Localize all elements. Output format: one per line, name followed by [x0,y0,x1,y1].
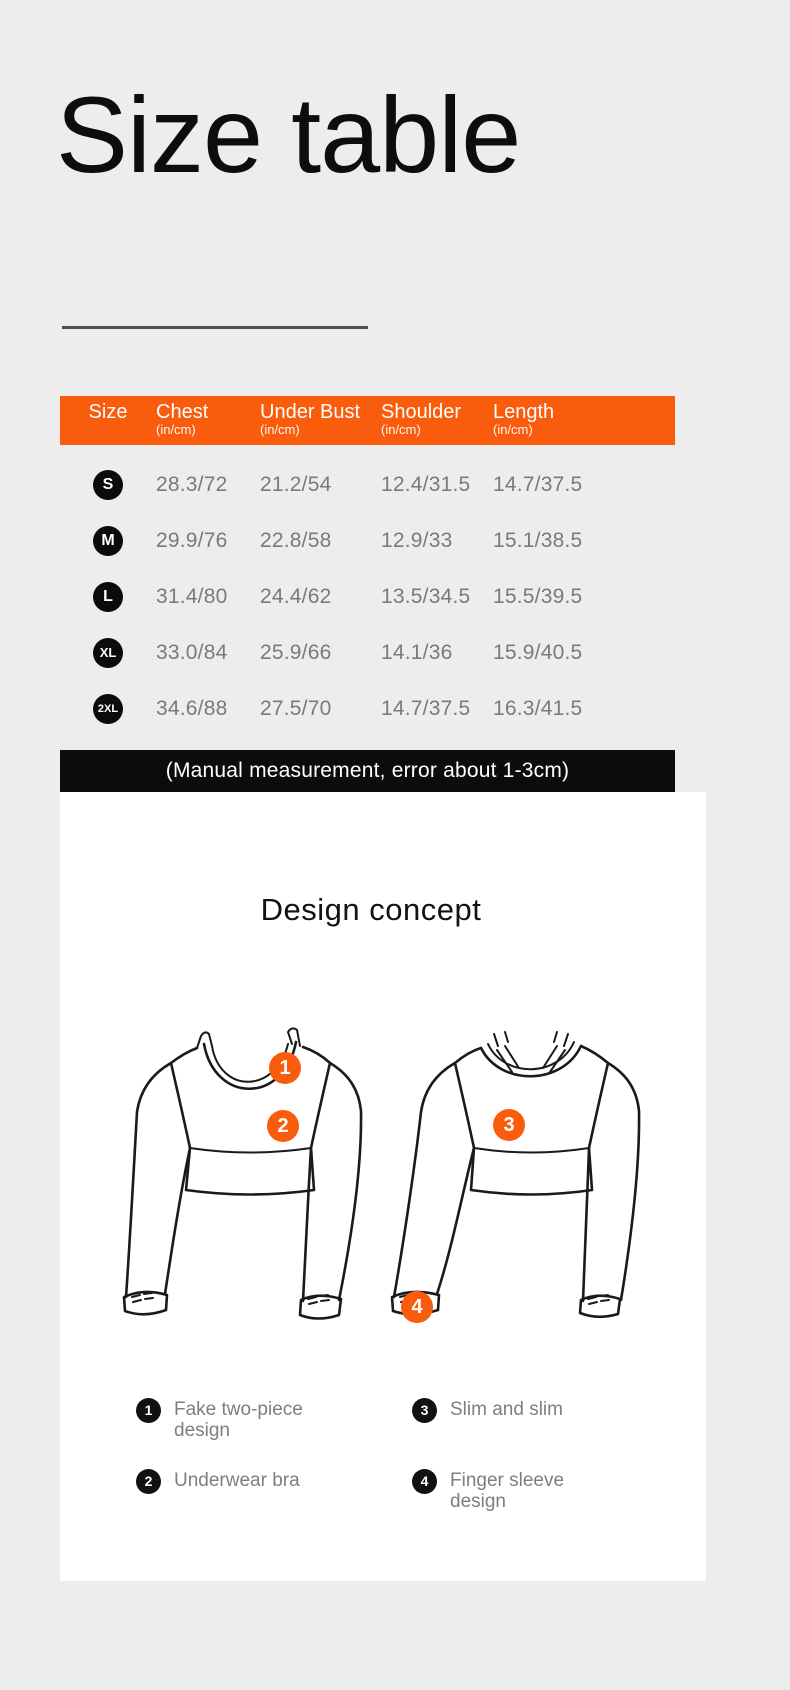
design-point-2-badge: 2 [267,1110,299,1142]
chest-value: 31.4/80 [156,585,228,608]
column-header-shoulder [381,401,493,445]
table-row-s [60,457,675,513]
legend-item-3 [412,1398,652,1441]
chest-value: 34.6/88 [156,697,228,720]
chest-value: 33.0/84 [156,641,228,664]
table-row-m [60,513,675,569]
length-value: 15.5/39.5 [493,585,583,608]
legend-item-4 [412,1469,652,1512]
measurement-note: (Manual measurement, error about 1-3cm) [165,759,570,782]
legend-number-1: 1 [136,1398,161,1423]
size-table-header [60,396,675,445]
table-row-2xl [60,681,675,737]
legend-number-2: 2 [136,1469,161,1494]
column-label: Length [493,401,555,423]
table-row-l [60,569,675,625]
under-bust-value: 25.9/66 [260,641,332,664]
design-concept-title: Design concept [260,892,482,927]
column-label: Shoulder [381,401,462,423]
column-label: Chest [156,401,209,423]
size-badge-xl: XL [93,638,123,668]
measurement-note-bar [60,750,675,792]
design-point-3-badge: 3 [493,1109,525,1141]
title-underline [62,326,368,329]
chest-value: 28.3/72 [156,473,228,496]
garment-front-illustration [124,1028,361,1318]
column-unit: (in/cm) [156,422,196,437]
under-bust-value: 21.2/54 [260,473,332,496]
under-bust-value: 27.5/70 [260,697,332,720]
size-badge-m: M [93,526,123,556]
column-unit: (in/cm) [493,422,533,437]
size-badge-l: L [93,582,123,612]
column-header-size [60,401,156,445]
legend-number-3: 3 [412,1398,437,1423]
shoulder-value: 12.9/33 [381,529,453,552]
legend-label-2: Underwear bra [174,1470,300,1491]
column-label: Under Bust [260,401,361,423]
column-label: Size [88,401,128,423]
legend-label-3: Slim and slim [450,1399,563,1420]
column-header-under-bust [260,401,381,445]
design-point-4-badge: 4 [401,1291,433,1323]
column-unit: (in/cm) [260,422,300,437]
legend-label-1: Fake two-piece design [174,1399,303,1441]
shoulder-value: 14.7/37.5 [381,697,471,720]
legend-number-4: 4 [412,1469,437,1494]
size-table [60,396,675,737]
legend-label-4: Finger sleeve design [450,1470,565,1512]
legend-item-1 [136,1398,412,1441]
column-unit: (in/cm) [381,422,421,437]
table-row-xl [60,625,675,681]
design-legend [136,1398,652,1512]
size-badge-s: S [93,470,123,500]
length-value: 15.9/40.5 [493,641,583,664]
size-badge-2xl: 2XL [93,694,123,724]
shoulder-value: 14.1/36 [381,641,453,664]
size-table-body [60,445,675,737]
chest-value: 29.9/76 [156,529,228,552]
under-bust-value: 22.8/58 [260,529,332,552]
shoulder-value: 12.4/31.5 [381,473,471,496]
garment-illustrations [60,1020,706,1330]
under-bust-value: 24.4/62 [260,585,332,608]
length-value: 15.1/38.5 [493,529,583,552]
column-header-chest [156,401,260,445]
length-value: 16.3/41.5 [493,697,583,720]
column-header-length [493,401,675,445]
length-value: 14.7/37.5 [493,473,583,496]
page-title: Size table [56,74,521,195]
shoulder-value: 13.5/34.5 [381,585,471,608]
legend-item-2 [136,1469,412,1512]
design-point-1-badge: 1 [269,1052,301,1084]
garment-back-illustration [392,1032,639,1317]
